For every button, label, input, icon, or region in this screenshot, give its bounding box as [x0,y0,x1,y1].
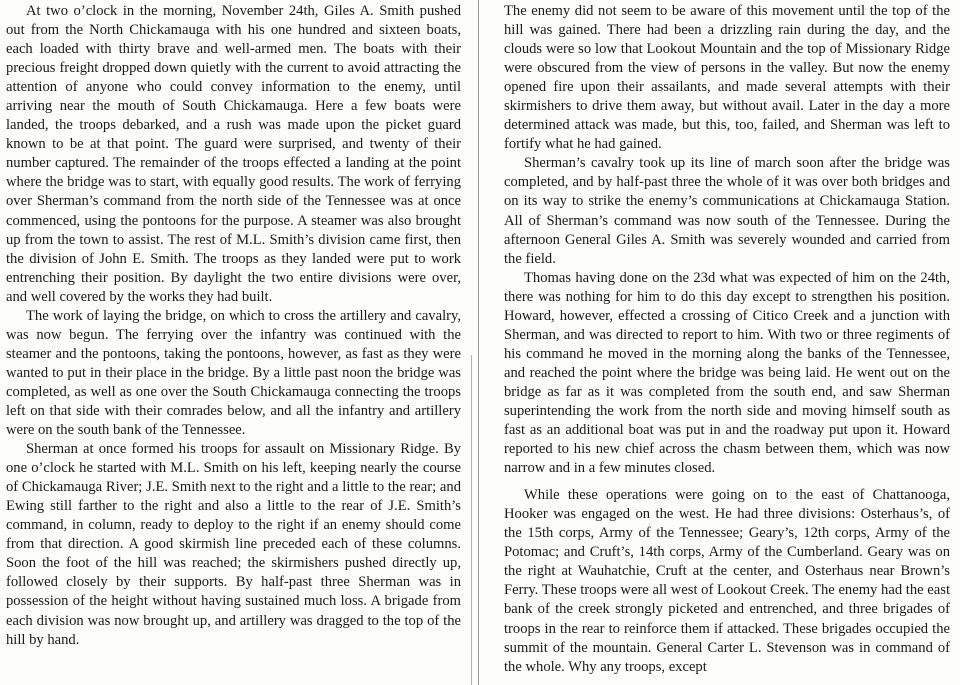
paragraph: While these operations were going on to the east of Chattanooga, Hooker was engaged on the west. He had three divisions: Osterhaus’s, of the 15th corps, Army of the Tennessee; Geary’s, 12th corps, Army of the Potomac; and Cruft’s, 14th corps, Army of the Cumberland. Geary was on the right at Wauhatchie, Cruft at the center, and Osterhaus near Brown’s Ferry. These troops were all west of Lookout Creek. The enemy had the east bank of the creek strongly picketed and entrenched, and three brigades of troops in the rear to reinforce them if attacked. These brigades occupied the summit of the mountain. General Carter L. Stevenson was in command of the whole. Why any troops, except [504,487,950,675]
paragraph: Sherman at once formed his troops for assault on Missionary Ridge. By one o’clock he started with M.L. Smith on his left, keeping nearly the course of Chickamauga River; J.E. Smith next to the right and a little to the rear; and Ewing still farther to the right and also a little to the rear of J.E. Smith’s command, in column, ready to deploy to the right if an enemy should come from that direction. A good skirmish line preceded each of these columns. Soon the foot of the hill was reached; the skirmishers pushed directly up, followed closely by their supports. By half-past three Sherman was in possession of the height without having sustained much loss. A brigade from each division was now brought up, and artillery was dragged to the top of the hill by hand. [6,441,461,648]
paragraph: Sherman’s cavalry took up its line of march soon after the bridge was completed, and by half-past three the whole of it was over both bridges and on its way to strike the enemy’s communications at Chickamauga Station. All of Sherman’s command was now south of the Tennessee. During the afternoon General Giles A. Smith was severely wounded and carried from the field. [504,155,950,267]
left-text-column [0,2,467,685]
scan-seam-line [471,355,472,685]
paragraph: The enemy did not seem to be aware of this movement until the top of the hill was gained. There had been a drizzling rain during the day, and the clouds were so low that Lookout Mountain and the top of Missionary Ridge were obscured from the view of persons in the valley. But now the enemy opened fire upon their assailants, and made several attempts with their skirmishers to drive them away, but without avail. Later in the day a more determined attack was made, but this, too, failed, and Sherman was left to fortify what he had gained. [504,3,950,153]
paragraph: At two o’clock in the morning, November 24th, Giles A. Smith pushed out from the North Chickamauga with his one hundred and sixteen boats, each loaded with thirty brave and well-armed men. The boats with their precious freight dropped down quietly with the current to avoid attracting the attention of anyone who could convey information to the enemy, until arriving near the mouth of South Chickamauga. Here a few boats were landed, the troops debarked, and a rush was made upon the picket guard known to be at that point. The guard were surprised, and twenty of their number captured. The remainder of the troops effected a landing at the point where the bridge was to start, with equally good results. The work of ferrying over Sherman’s command from the north side of the Tennessee was at once commenced, using the pontoons for the purpose. A steamer was also brought up from the town to assist. The rest of M.L. Smith’s division came first, then the division of John E. Smith. The troops as they landed were put to work entrenching their position. By daylight the two entire divisions were over, and well covered by the works they had built. [6,3,461,305]
right-text-column [490,2,960,685]
paragraph: The work of laying the bridge, on which to cross the artillery and cavalry, was now begun. The ferrying over the infantry was continued with the steamer and the pontoons, taking the pontoons, however, as fast as they were wanted to put in their place in the bridge. By a little past noon the bridge was completed, as well as one over the South Chickamauga connecting the troops left on that side with their comrades below, and all the infantry and artillery were on the south bank of the Tennessee. [6,307,461,439]
paragraph: Thomas having done on the 23d what was expected of him on the 24th, there was nothing for him to do this day except to strengthen his position. Howard, however, effected a crossing of Citico Creek and a junction with Sherman, and was directed to report to him. With two or three regiments of his command he moved in the morning along the banks of the Tennessee, and reached the point where the bridge was being laid. He went out on the bridge as far as it was completed from the south end, and saw Sherman superintending the work from the north side and moving himself south as fast as an additional boat was put in and the roadway put upon it. Howard reported to his new chief across the chasm between them, which was now narrow and in a few minutes closed. [504,269,950,477]
column-divider [478,0,479,685]
